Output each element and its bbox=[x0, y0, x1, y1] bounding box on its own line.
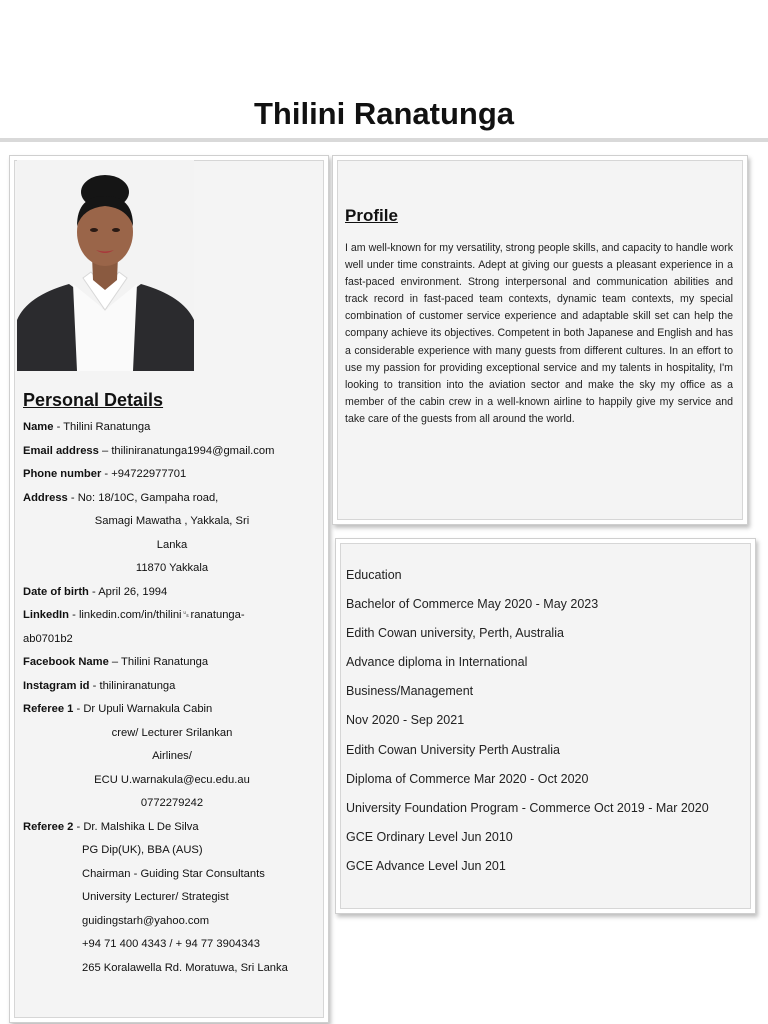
list-item: Diploma of Commerce Mar 2020 - Oct 2020 bbox=[346, 771, 589, 786]
profile-heading: Profile bbox=[345, 206, 398, 225]
name-row bbox=[23, 419, 321, 443]
referee1-row bbox=[23, 701, 321, 725]
email-row bbox=[23, 443, 321, 467]
referee2-line-4: University Lecturer/ Strategist bbox=[82, 891, 229, 903]
instagram-value: - thiliniranatunga bbox=[89, 679, 176, 692]
address-label: Address bbox=[23, 491, 68, 504]
header-divider bbox=[0, 138, 768, 142]
list-item: Business/Management bbox=[346, 684, 474, 699]
list-item: Advance diploma in International bbox=[346, 655, 528, 670]
referee2-row bbox=[23, 819, 321, 843]
referee2-line-5: guidingstarh@yahoo.com bbox=[82, 914, 210, 927]
resume-name-title: Thilini Ranatunga bbox=[253, 96, 515, 131]
linkedin-label: LinkedIn bbox=[23, 609, 69, 621]
name-label: Name bbox=[23, 421, 54, 433]
list-item: University Foundation Program - Commerce Oct 2019 - Mar 2020 bbox=[346, 800, 709, 815]
dob-row bbox=[23, 584, 321, 608]
education-list bbox=[346, 565, 746, 885]
linkedin-value-continued[interactable]: ab0701b2 bbox=[23, 632, 73, 645]
phone-row bbox=[23, 466, 321, 490]
profile-summary-text: I am well-known for my versatility, strong people skills, and capacity to handle work well under time constraints. Adept at giving our guests a pleasant experience in a fast-paced environment. Strong interpersonal and communication abilities and track record in fast-paced team contexts, dynamic team contexts, my special combination of customer service experience and adaptable skill set can help the company achieve its objectives. Competent in both Japanese and English and has a considerable experience with many guests from different cultures. In an effort to use my passion for providing exceptional service and my talents in hospitality, I'm looking to transition into the aviation sector and make the sky my office as a member of the cabin crew in a well-known airline to happily give my service and take care of the guests from all around the world. bbox=[345, 242, 733, 425]
list-item: Nov 2020 - Sep 2021 bbox=[346, 713, 465, 728]
dob-label: Date of birth bbox=[23, 585, 89, 598]
linkedin-row bbox=[23, 607, 321, 631]
linkedin-value[interactable]: - linkedin.com/in/thilini␟ranatunga- bbox=[69, 609, 245, 621]
personal-details-heading: Personal Details bbox=[23, 390, 164, 410]
referee2-label: Referee 2 bbox=[23, 820, 74, 833]
name-value: - Thilini Ranatunga bbox=[53, 421, 151, 433]
address-line-4: 11870 Yakkala bbox=[135, 562, 209, 574]
education-heading: Education bbox=[346, 568, 402, 582]
address-row bbox=[23, 490, 321, 514]
list-item: GCE Advance Level Jun 201 bbox=[346, 858, 506, 873]
email-value[interactable]: – thiliniranatunga1994@gmail.com bbox=[98, 444, 275, 457]
referee2-line-6: +94 71 400 4343 / + 94 77 3904343 bbox=[82, 938, 260, 950]
referee1-label: Referee 1 bbox=[23, 703, 74, 715]
facebook-value: – Thilini Ranatunga bbox=[108, 656, 209, 668]
referee2-line-7: 265 Koralawella Rd. Moratuwa, Sri Lanka bbox=[82, 961, 288, 974]
facebook-row bbox=[23, 654, 321, 678]
facebook-label: Facebook Name bbox=[23, 656, 109, 668]
referee1-line-4: ECU U.warnakula@ecu.edu.au bbox=[94, 773, 250, 786]
profile-photo bbox=[17, 160, 194, 371]
address-line-3: Lanka bbox=[156, 538, 188, 551]
referee2-line-3: Chairman - Guiding Star Consultants bbox=[82, 867, 265, 880]
referee1-line-1: - Dr Upuli Warnakula Cabin bbox=[73, 703, 213, 715]
address-line-2: Samagi Mawatha , Yakkala, Sri bbox=[94, 515, 250, 527]
phone-label: Phone number bbox=[23, 468, 102, 480]
list-item: Edith Cowan university, Perth, Australia bbox=[346, 626, 564, 641]
personal-details-list bbox=[23, 419, 321, 983]
portrait-image bbox=[17, 160, 194, 371]
list-item: Bachelor of Commerce May 2020 - May 2023 bbox=[346, 597, 599, 612]
dob-value: - April 26, 1994 bbox=[88, 585, 168, 598]
referee2-line-2: PG Dip(UK), BBA (AUS) bbox=[82, 844, 203, 856]
phone-value: - +94722977701 bbox=[101, 468, 187, 480]
referee2-line-1: - Dr. Malshika L De Silva bbox=[73, 820, 199, 833]
instagram-row bbox=[23, 678, 321, 702]
address-line-1: - No: 18/10C, Gampaha road, bbox=[67, 491, 219, 504]
list-item: GCE Ordinary Level Jun 2010 bbox=[346, 829, 513, 844]
referee1-line-3: Airlines/ bbox=[152, 750, 192, 762]
referee1-line-5: 0772279242 bbox=[140, 797, 204, 809]
list-item: Edith Cowan University Perth Australia bbox=[346, 742, 560, 757]
email-label: Email address bbox=[23, 444, 99, 457]
instagram-label: Instagram id bbox=[23, 679, 90, 692]
referee1-line-2: crew/ Lecturer Srilankan bbox=[111, 726, 233, 739]
